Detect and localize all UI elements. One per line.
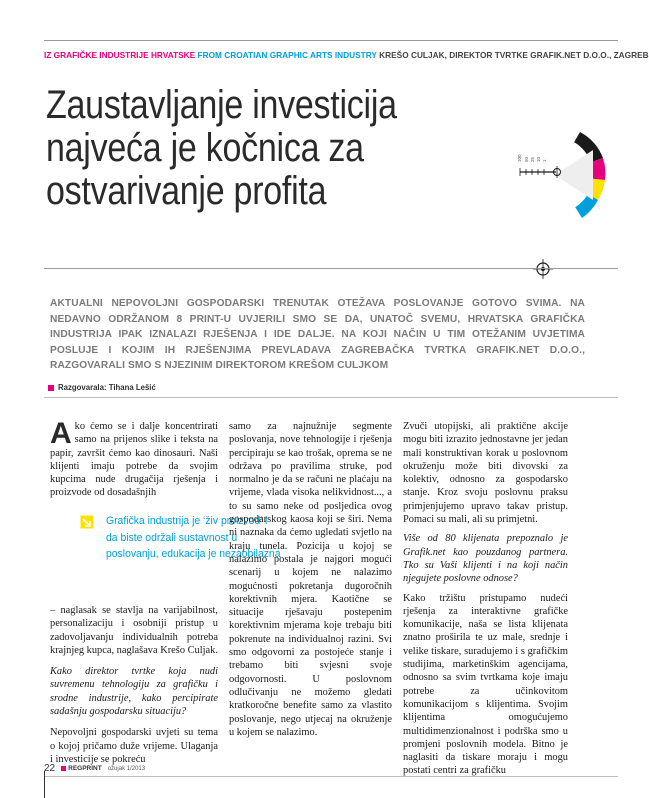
scale-label: 10	[536, 156, 541, 162]
header-rule	[44, 268, 618, 269]
kicker	[44, 50, 649, 60]
footer-vertical-rule	[44, 771, 45, 798]
title-line-1: Zaustavljanje investicija	[46, 83, 397, 127]
arrow-icon	[80, 515, 94, 529]
magazine-logo-icon	[61, 766, 66, 771]
magazine-name: REGPRINT	[68, 765, 102, 772]
paragraph: samo za najnužnije segmente poslovanja, nove tehnologije i rješenja percipiraju se kao trošak, oprema se ne održava po pravilima struke, pod normalno je da se računi ne plaćaju na vrijeme, vlada visoka nelikvidnost..., a to su samo neke od posljedica ovog gospodarskog kaosa koji se širi. Nema ni naznaka da ćemo ugledati svjetlo na kraju tunela. Pozicija u kojoj se nalazimo postala je najgori mogući scenarij u kojem ne nalazimo mogućnosti pokretanja dugoročnih korektivnih mjera. Kaotične se situacije rješavaju postepenim korektivnim mjerama koje trebaju biti pokrenute na individualnoj razini. Svi smo odgovorni za postojeće stanje i trebamo biti svjesni svoje odgovornosti. U poslovnom odlučivanju ne možemo gledati kratkoročne benefite samo za vlastito poslovanje, nego utjecaj na okruženje u kojem se nalazimo.	[229, 421, 392, 738]
paragraph: Zvuči utopijski, ali praktične akcije mogu biti izrazito jednostavne jer jedan mali konstruktivan korak u poslovnom okruženju može biti divovski za kolektiv, odnosno za gospodarsko stanje. Kroz svoju poslovnu praksu primjenjujemo upravo takav pristup. Pomaci su mali, ali su primjetni.	[403, 421, 568, 526]
column-2	[229, 420, 392, 739]
paragraph: Ako ćemo se i dalje koncentrirati samo na prijenos slike i teksta na papir, završit ćemo kao dinosauri. Naši klijenti imaju potrebe da svojim kupcima nude drugačija rješenja i proizvode od dosadašnjih	[50, 417, 218, 499]
byline-square-icon	[48, 385, 54, 391]
paragraph: – naglasak se stavlja na varijabilnost, personalizaciju i osobniji pristup u zadovoljavanju individualnih potreba krajnjeg kupca, naglašava Krešo Culjak.	[50, 605, 218, 656]
scale-label: 100	[517, 154, 522, 162]
question: Kako direktor tvrtke koja nudi suvremenu tehnologiju za grafičku i srodne industrije, kako percipirate sadašnju gospodarsku situaciju?	[50, 666, 218, 718]
byline-rule	[44, 397, 618, 398]
footer	[44, 763, 145, 774]
dropcap: A	[50, 417, 72, 450]
scale-label: 50	[524, 156, 529, 162]
byline-author: Razgovarala: Tihana Lešić	[58, 383, 156, 392]
title-line-2: najveća je kočnica za	[46, 126, 364, 170]
footer-rule	[44, 776, 618, 777]
question: Više od 80 klijenata prepoznalo je Grafik.net kao pouzdanog partnera. Tko su Vaši klijenti i na koji način njegujete poslovne odnose?	[403, 533, 568, 585]
column-1-bottom	[50, 604, 218, 766]
crosshair-mark	[533, 259, 553, 279]
kicker-section-en: FROM CROATIAN GRAPHIC ARTS INDUSTRY	[197, 50, 377, 60]
column-1-top	[50, 417, 218, 500]
pull-quote-text: Grafička industrija je ‘živ proizvod’ i da biste održali sustavnost u poslovanju, edukacija je nezaobilazna	[106, 515, 281, 560]
scale-label: 1	[542, 159, 547, 162]
issue-label: ožujak 1/2013	[107, 765, 146, 772]
top-rule	[44, 40, 618, 41]
kicker-person: KREŠO CULJAK, DIREKTOR TVRTKE GRAFIK.NET D.O.O., ZAGREB	[379, 50, 649, 60]
scale-label: 25	[530, 156, 535, 162]
title-line-3: ostvarivanje profita	[46, 169, 327, 213]
color-register-mark	[500, 120, 618, 230]
lead-paragraph: AKTUALNI NEPOVOLJNI GOSPODARSKI TRENUTAK OTEŽAVA POSLOVANJE GOTOVO SVIMA. NA NEDAVNO ODRŽANOM 8 PRINT-U UVJERILI SMO SE DA, UNATOČ SVEMU, HRVATSKA GRAFIČKA INDUSTRIJA IPAK IZNALAZI RJEŠENJA I IDE DALJE. NA KOJI NAČIN U TIM OTEŽANIM UVJETIMA POSLUJE I KOJIM IH RJEŠENJIMA PREVLADAVA ZAGREBAČKA TVRTKA GRAFIK.NET D.O.O., RAZGOVARALI SMO S NJEZINIM DIREKTOROM KREŠOM CULJKOM	[50, 298, 585, 372]
page-title	[46, 84, 556, 213]
paragraph: Kako tržištu pristupamo nudeći rješenja za interaktivne grafičke komunikacije, naša se lista klijenata znatno proširila te uz male, srednje i velike tiskare, suradujemo i s grafičkim studijima, marketinškim agencijama, odnosno sa svim tvrtkama koje imaju potrebe za učinkovitom komunikacijom s klijentima. Svojim klijentima omogućujemo multidimenzionalnost i podrška smo u promjeni poslovnih modela. Bitno je naglasiti da tiskare moraju i mogu postati centri za grafičku	[403, 592, 568, 777]
column-3	[403, 420, 568, 778]
paragraph: Nepovoljni gospodarski uvjeti su tema o kojoj pričamo duže vrijeme. Ulaganja i investicije se pokreću	[50, 727, 218, 765]
page-number: 22	[44, 763, 56, 774]
kicker-section-hr: IZ GRAFIČKE INDUSTRIJE HRVATSKE	[44, 50, 196, 60]
byline	[48, 383, 156, 392]
